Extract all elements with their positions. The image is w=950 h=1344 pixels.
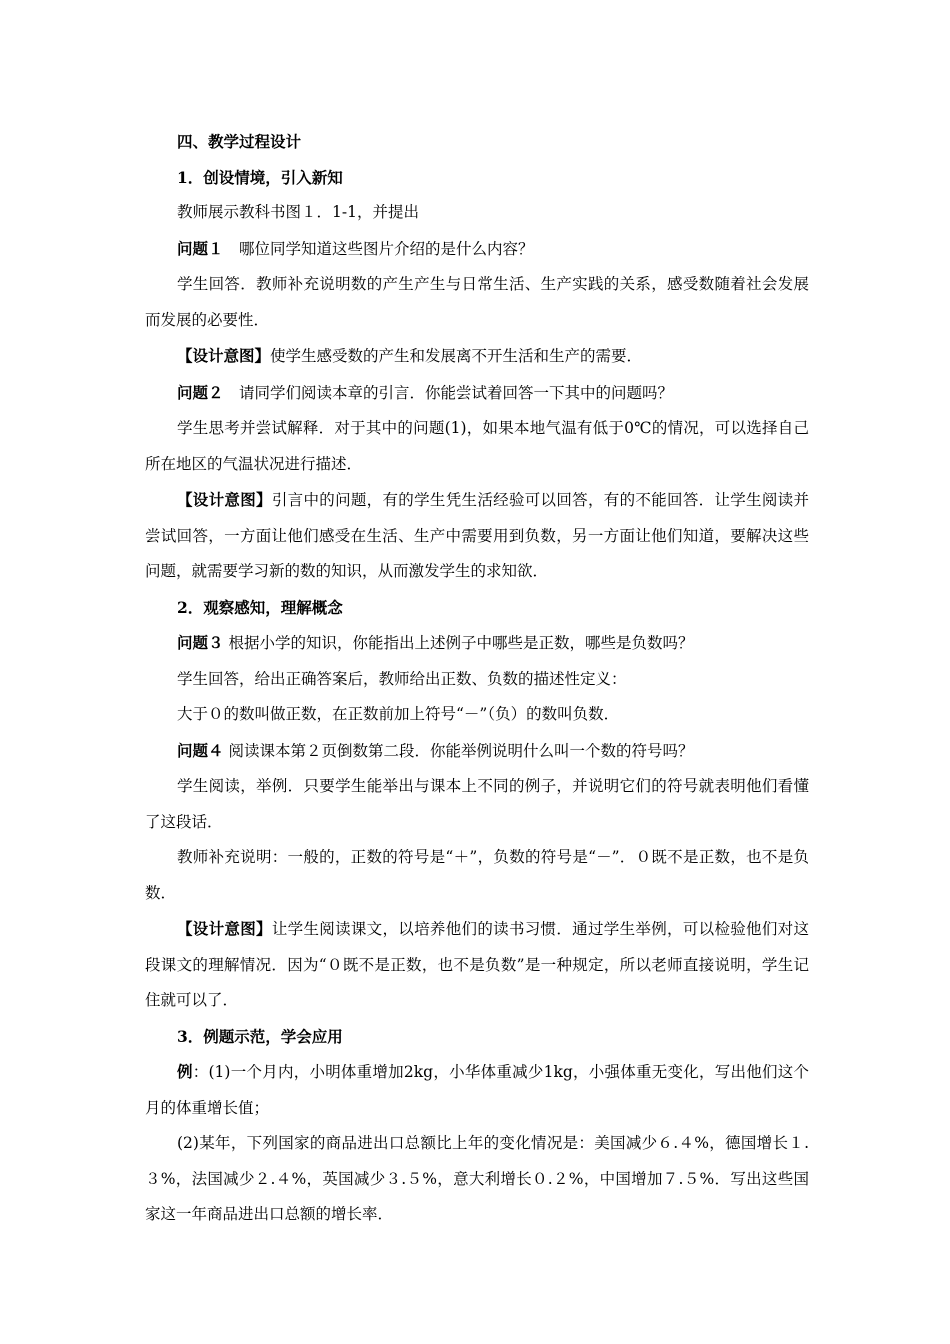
example-part-2: (2)某年，下列国家的商品进出口总额比上年的变化情况是：美国减少６.４%，德国增长１.３%，法国减少２.４%，英国减少３.５%，意大利增长０.２%，中国增加７.５%．写出这些国家这一年商品进出口总额的增长率． (145, 1134, 809, 1223)
example-part-1 (145, 1054, 809, 1126)
heading-2: 2．观察感知，理解概念 (177, 597, 343, 617)
answer-2: 学生思考并尝试解释．对于其中的问题(1)，如果本地气温有低于0℃的情况，可以选择自己所在地区的气温状况进行描述． (145, 419, 809, 473)
paragraph-intro: 教师展示教科书图１．1-1，并提出 (177, 203, 419, 221)
question-2-label: 问题２ (177, 382, 224, 402)
question-1-label: 问题１ (177, 238, 224, 258)
example-label: 例 (177, 1062, 193, 1081)
answer-3: 学生回答，给出正确答案后，教师给出正数、负数的描述性定义： (177, 669, 627, 688)
example-part-1-text: ：(1)一个月内，小明体重增加2kg，小华体重减少1kg，小强体重无变化，写出他们这个月的体重增长值； (145, 1063, 809, 1117)
question-2 (145, 375, 809, 412)
design-intent-1-label: 【设计意图】 (177, 346, 271, 365)
question-3-text: 根据小学的知识，你能指出上述例子中哪些是正数，哪些是负数吗？ (223, 634, 694, 652)
question-4-label: 问题４ (177, 740, 224, 760)
question-1-text: 哪位同学知道这些图片介绍的是什么内容？ (223, 239, 534, 258)
design-intent-2-label: 【设计意图】 (177, 490, 272, 509)
design-intent-3-label: 【设计意图】 (177, 919, 272, 938)
design-intent-2 (145, 482, 809, 590)
question-3-label: 问题３ (177, 633, 224, 652)
heading-3: 3．例题示范，学会应用 (177, 1026, 343, 1046)
design-intent-1-text: 使学生感受数的产生和发展离不开生活和生产的需要． (270, 347, 643, 365)
answer-4: 学生阅读，举例．只要学生能举出与课本上不同的例子，并说明它们的符号就表明他们看懂了这段话． (145, 777, 809, 831)
section-title: 四、教学过程设计 (177, 132, 302, 151)
question-3 (145, 625, 809, 662)
answer-1: 学生回答．教师补充说明数的产生产生与日常生活、生产实践的关系，感受数随着社会发展而发展的必要性． (145, 275, 809, 329)
design-intent-1 (145, 338, 809, 375)
design-intent-3-text: 让学生阅读课文，以培养他们的读书习惯．通过学生举例，可以检验他们对这段课文的理解情况．因为“０既不是正数，也不是负数”是一种规定，所以老师直接说明，学生记住就可以了． (145, 920, 809, 1009)
design-intent-3 (145, 911, 809, 1019)
question-1 (145, 231, 809, 268)
question-2-text: 请同学们阅读本章的引言．你能尝试着回答一下其中的问题吗？ (223, 383, 674, 402)
definition: 大于０的数叫做正数，在正数前加上符号“－”（负）的数叫负数． (177, 705, 620, 723)
question-4 (145, 733, 809, 770)
document-content (145, 124, 809, 1233)
design-intent-2-text: 引言中的问题，有的学生凭生活经验可以回答，有的不能回答．让学生阅读并尝试回答，一方面让他们感受在生活、生产中需要用到负数，另一方面让他们知道，要解决这些问题，就需要学习新的数的知识，从而激发学生的求知欲． (145, 491, 809, 580)
teacher-supplement: 教师补充说明：一般的，正数的符号是“＋”，负数的符号是“－”．０既不是正数，也不是负数． (145, 848, 809, 902)
question-4-text: 阅读课本第２页倒数第二段．你能举例说明什么叫一个数的符号吗？ (223, 741, 694, 760)
heading-1: 1．创设情境，引入新知 (177, 167, 343, 187)
